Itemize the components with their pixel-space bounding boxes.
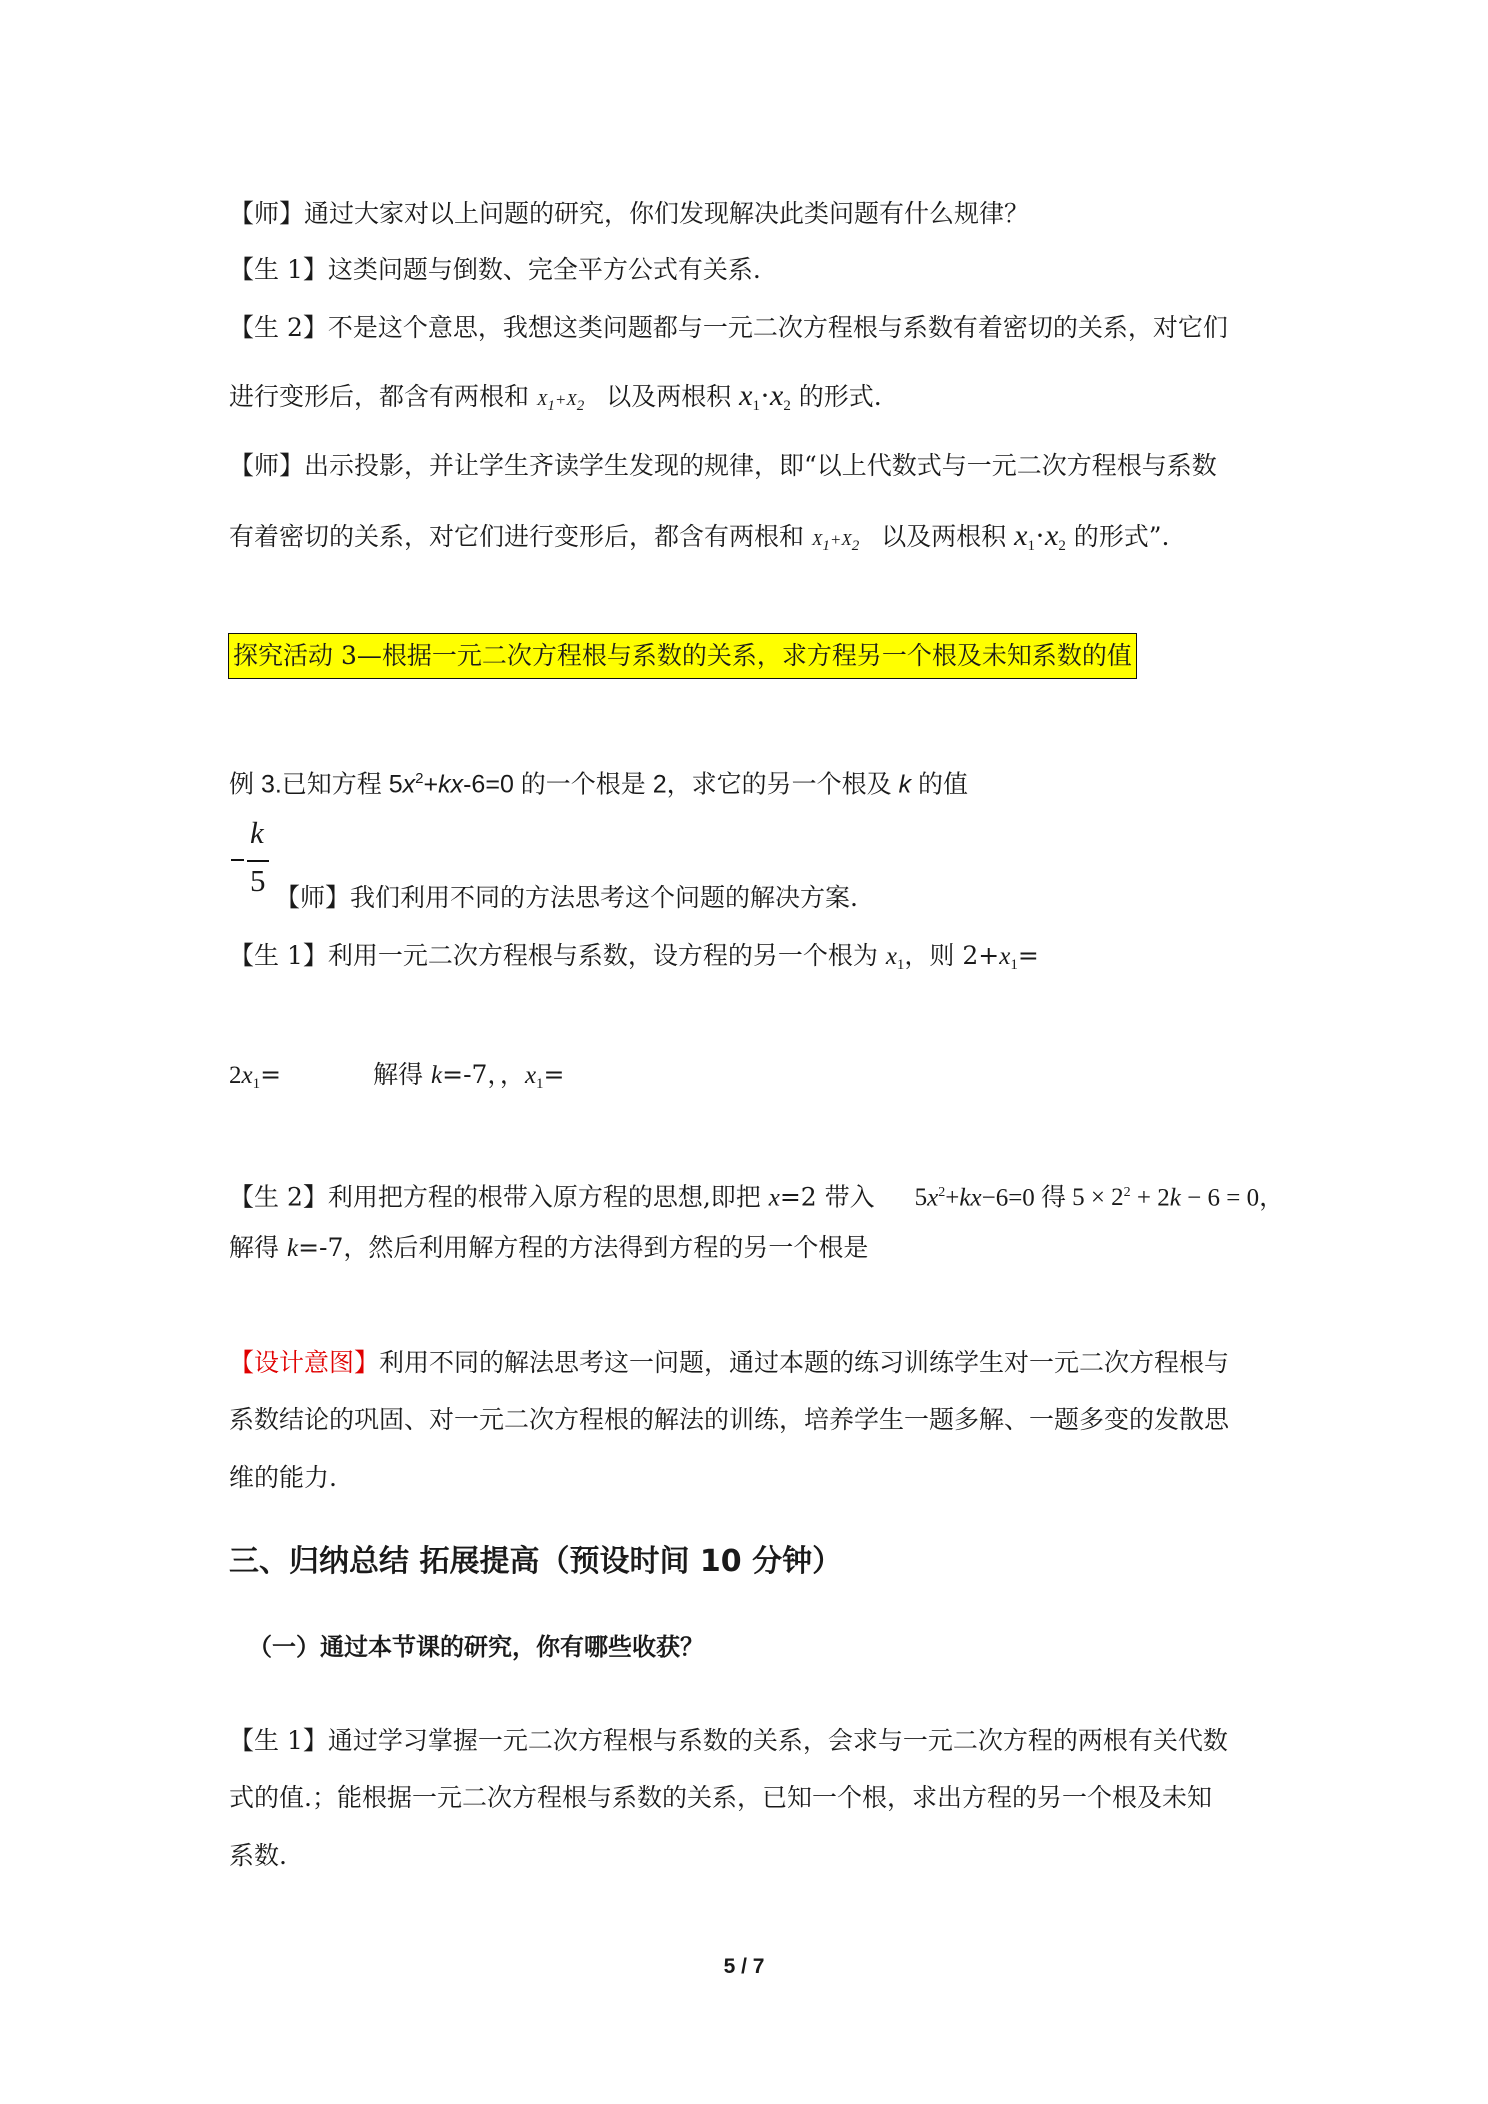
text-segment: 的形式. xyxy=(798,382,882,411)
section-heading: 三、归纳总结 拓展提高（预设时间 10 分钟） xyxy=(229,1544,843,1579)
teacher-question: 【师】通过大家对以上问题的研究，你们发现解决此类问题有什么规律？ xyxy=(229,199,1030,228)
design-intent-tag: 【设计意图】 xyxy=(229,1348,380,1377)
fraction-denominator: 5 xyxy=(250,863,266,898)
text-segment: 以及两根积 xyxy=(881,522,1007,551)
student2-answer-line2 xyxy=(229,379,882,423)
example-3: 例 3.已知方程 $5x^2+kx-6=0$ 的一个根是 2，求它的另一个根及 k 的值 xyxy=(229,770,969,799)
fraction-neg-k-over-5 xyxy=(231,815,271,905)
summary-line3: 系数. xyxy=(229,1841,287,1870)
page-number: 5 / 7 xyxy=(723,1955,765,1978)
summary-line2: 式的值.；能根据一元二次方程根与系数的关系，已知一个根，求出方程的另一个根及未知 xyxy=(229,1783,1212,1812)
student2-answer-line1: 【生 2】不是这个意思，我想这类问题都与一元二次方程根与系数有着密切的关系，对它们 xyxy=(229,313,1228,342)
fraction-numerator: k xyxy=(250,815,264,850)
teacher-projection-line2 xyxy=(229,519,1170,563)
design-intent-line2: 系数结论的巩固、对一元二次方程根的解法的训练，培养学生一题多解、一题多变的发散思 xyxy=(229,1405,1230,1434)
student2-method-line1: 【生 2】利用把方程的根带入原方程的思想,即把 x=2 带入 $5x^2+kx-6=0$ 得 $5 \times 2^2 + 2k - 6 = 0$， xyxy=(229,1182,1285,1212)
text-segment: 进行变形后，都含有两根和 xyxy=(229,382,530,411)
student1-method: 【生 1】利用一元二次方程根与系数，设方程的另一个根为 $x_1$，则 $2+x_1=$ xyxy=(229,941,1039,973)
math-product: $x_1\cdot x_2$ xyxy=(739,379,791,414)
text-segment: 以及两根积 xyxy=(606,382,732,411)
text-segment: 有着密切的关系，对它们进行变形后，都含有两根和 xyxy=(229,522,805,551)
teacher-projection-line1: 【师】出示投影，并让学生齐读学生发现的规律，即“以上代数式与一元二次方程根与系数 xyxy=(229,451,1217,480)
math-X1: X1+X2 xyxy=(811,530,860,554)
student2-method-line2: 解得 k=-7，然后利用解方程的方法得到方程的另一个根是 xyxy=(229,1233,869,1262)
student1-answer: 【生 1】这类问题与倒数、完全平方公式有关系. xyxy=(229,255,761,284)
math-X1: X1+X2 xyxy=(536,390,585,414)
teacher-methods: 【师】我们利用不同的方法思考这个问题的解决方案. xyxy=(275,883,858,912)
solve-line: $2x_1=$ 解得 k=-7，，$x_1=$ xyxy=(229,1060,565,1092)
summary-line1: 【生 1】通过学习掌握一元二次方程根与系数的关系，会求与一元二次方程的两根有关代数 xyxy=(229,1726,1228,1755)
subsection-heading: （一）通过本节课的研究，你有哪些收获？ xyxy=(248,1633,704,1661)
activity-heading-highlight: 探究活动 3—根据一元二次方程根与系数的关系，求方程另一个根及未知系数的值 xyxy=(228,633,1137,679)
text-segment: 的形式”. xyxy=(1073,522,1170,551)
design-intent-line1: 【设计意图】利用不同的解法思考这一问题，通过本题的练习训练学生对一元二次方程根与 xyxy=(229,1348,1230,1377)
math-product: $x_1\cdot x_2$ xyxy=(1014,519,1066,554)
design-intent-line3: 维的能力. xyxy=(229,1463,337,1492)
fraction-bar xyxy=(247,860,269,862)
minus-sign xyxy=(231,859,244,861)
